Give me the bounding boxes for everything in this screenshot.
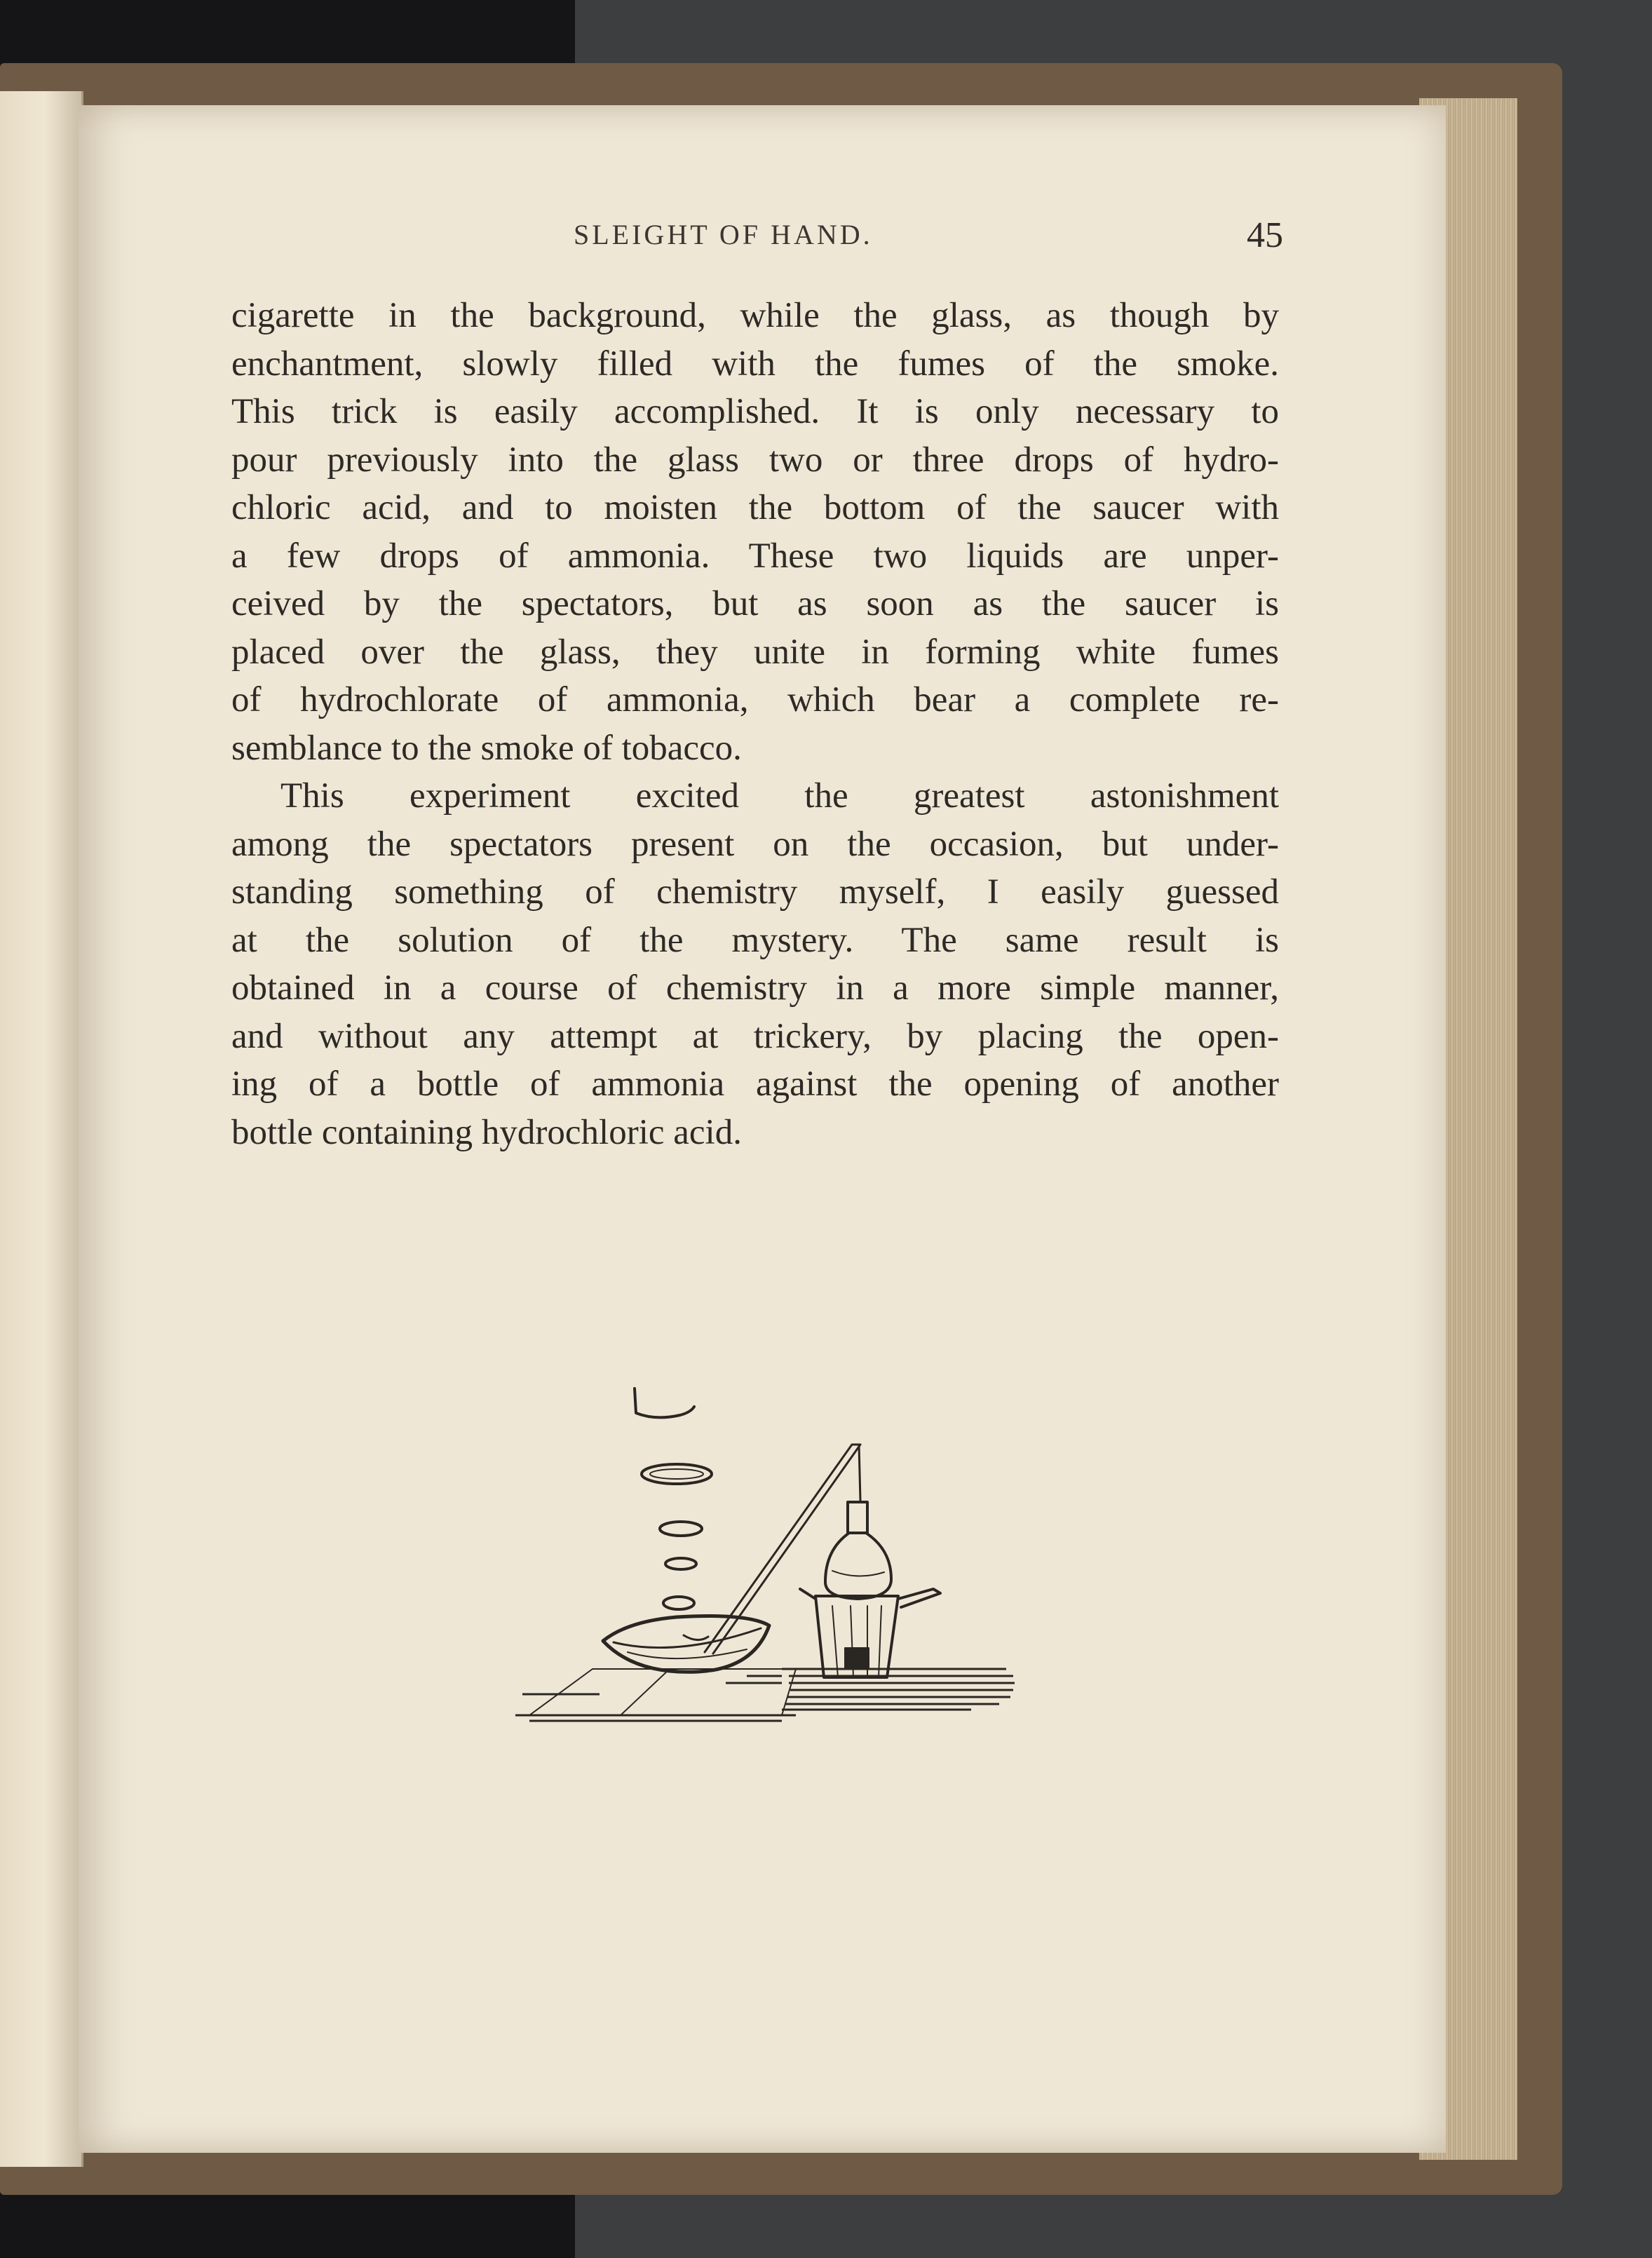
text-line: obtained in a course of chemistry in a more simple manner, xyxy=(231,968,1279,1008)
chemistry-apparatus-engraving-icon xyxy=(515,1374,1020,1739)
text-line: of hydrochlorate of ammonia, which bear a complete re- xyxy=(231,680,1279,719)
text-line: ing of a bottle of ammonia against the opening of another xyxy=(231,1064,1279,1104)
text-line: at the solution of the mystery. The same result is xyxy=(231,920,1279,960)
text-line: placed over the glass, they unite in forming white fumes xyxy=(231,632,1279,672)
text-line: standing something of chemistry myself, I easily guessed xyxy=(231,872,1279,912)
text-line: among the spectators present on the occasion, but under- xyxy=(231,824,1279,864)
text-line: bottle containing hydrochloric acid. xyxy=(231,1112,742,1152)
text-line: This trick is easily accomplished. It is only necessary to xyxy=(231,392,1279,431)
paragraph xyxy=(231,292,1279,772)
text-line: cigarette in the background, while the glass, as though by xyxy=(231,296,1279,335)
text-line: enchantment, slowly filled with the fumes of the smoke. xyxy=(231,344,1279,384)
body-text xyxy=(231,292,1279,1156)
running-head: SLEIGHT OF HAND. xyxy=(574,219,873,250)
text-line: semblance to the smoke of tobacco. xyxy=(231,728,742,768)
text-line: and without any attempt at trickery, by placing the open- xyxy=(231,1016,1279,1056)
text-line: This experiment excited the greatest astonishment xyxy=(280,776,1279,816)
text-line: a few drops of ammonia. These two liquids are unper- xyxy=(231,536,1279,576)
text-line: pour previously into the glass two or three drops of hydro- xyxy=(231,440,1279,480)
facing-page-edge xyxy=(0,91,83,2167)
paragraph xyxy=(231,772,1279,1156)
text-line: chloric acid, and to moisten the bottom of the saucer with xyxy=(231,488,1279,527)
page-number: 45 xyxy=(1247,215,1283,255)
text-line: ceived by the spectators, but as soon as the saucer is xyxy=(231,584,1279,623)
